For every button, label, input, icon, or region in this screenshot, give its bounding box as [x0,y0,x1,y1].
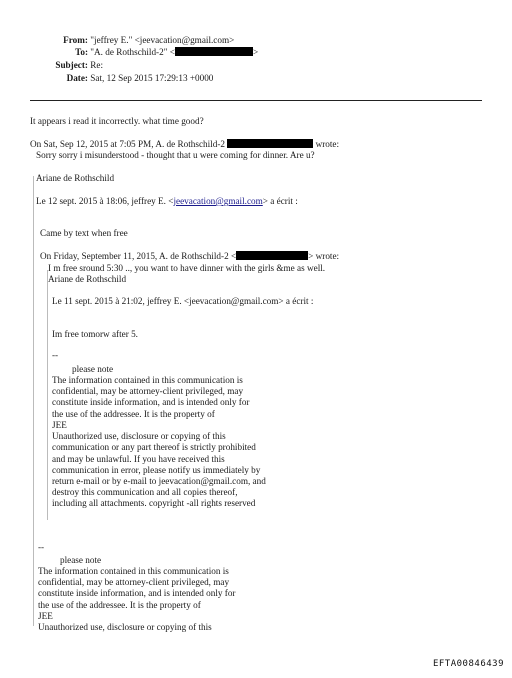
quote3-intro-post: > wrote: [308,251,340,261]
to-value: "A. de Rothschild-2" < [90,47,175,57]
disclaimer-line: The information contained in this communication is [52,375,243,385]
quote2-intro [36,196,298,207]
date-label: Date: [66,73,88,83]
quote4-intro: Le 11 sept. 2015 à 21:02, jeffrey E. <jeevacation@gmail.com> a écrit : [52,296,314,306]
disclaimer-line: JEE [52,419,67,430]
disclaimer-line: The information contained in this communication is [38,566,229,576]
please-note: please note [60,555,102,565]
quote3-intro [40,251,339,262]
please-note: please note [72,364,114,374]
quote3-intro-pre: On Friday, September 11, 2015, A. de Rothschild-2 < [40,251,237,261]
quote-bar [33,176,34,626]
to-row [30,47,258,58]
came-line: Came by text when free [40,228,128,238]
disclaimer-line: and may be unlawful. If you have received this [52,453,225,464]
redaction-block [227,139,313,148]
free-line: Im free tomorw after 5. [52,329,138,339]
signature-2: Ariane de Rothschild [48,274,127,284]
disclaimer-line: Unauthorized use, disclosure or copying of this [38,622,212,633]
date-row [30,73,213,84]
disclaimer-line: confidential, may be attorney-client privileged, may [52,386,244,397]
disclaimer-line: including all attachments. copyright -all rights reserved [52,498,256,509]
from-row [30,35,234,46]
disclaimer-line: destroy this communication and all copies thereof, [52,487,238,498]
disclaimer-line: return e-mail or by e-mail to jeevacation@gmail.com, and [52,475,266,486]
from-label: From: [63,35,88,45]
quote1-text: Sorry sorry i misunderstood - thought that u were coming for dinner. Are u? [36,150,315,160]
signature-separator: -- [38,542,45,552]
disclaimer-block [52,375,266,510]
date-value: Sat, 12 Sep 2015 17:29:13 +0000 [90,73,214,83]
quote1-intro-pre: On Sat, Sep 12, 2015 at 7:05 PM, A. de Rothschild-2 [30,139,225,149]
signature-1: Ariane de Rothschild [36,173,115,183]
subject-label: Subject: [55,60,88,70]
disclaimer-line: constitute inside information, and is intended only for [52,397,250,408]
reply-line: It appears i read it incorrectly. what time good? [30,116,204,126]
subject-value: Re: [90,60,104,70]
disclaimer-line: confidential, may be attorney-client privileged, may [38,577,230,588]
header-divider [30,100,482,101]
bates-number: EFTA00846439 [432,659,504,670]
quote-bar [47,270,48,520]
redaction-block [236,251,308,260]
quote3-text: I m free sround 5:30 .., you want to have dinner with the girls &me as well. [48,263,326,273]
from-value: "jeffrey E." <jeevacation@gmail.com> [90,35,235,45]
disclaimer-line: communication or any part thereof is strictly prohibited [52,442,256,453]
disclaimer-line: JEE [38,610,53,621]
subject-row [30,60,103,71]
disclaimer-line: Unauthorized use, disclosure or copying of this [52,431,226,442]
quote1-intro [30,139,339,150]
quote2-intro-pre: Le 12 sept. 2015 à 18:06, jeffrey E. < [36,196,174,206]
quote1-intro-post: wrote: [315,139,340,149]
disclaimer-line: communication in error, please notify us immediately by [52,464,261,475]
redaction-block [175,47,253,56]
disclaimer-line: constitute inside information, and is intended only for [38,588,236,599]
email-link[interactable]: jeevacation@gmail.com [173,196,263,206]
to-label: To: [75,47,88,57]
signature-separator: -- [52,350,59,360]
disclaimer-line: the use of the addressee. It is the property of [52,408,215,419]
disclaimer-line: the use of the addressee. It is the property of [38,599,201,610]
disclaimer-block-2 [38,566,236,633]
to-tail: > [252,47,259,57]
quote2-intro-post: > a écrit : [262,196,298,206]
